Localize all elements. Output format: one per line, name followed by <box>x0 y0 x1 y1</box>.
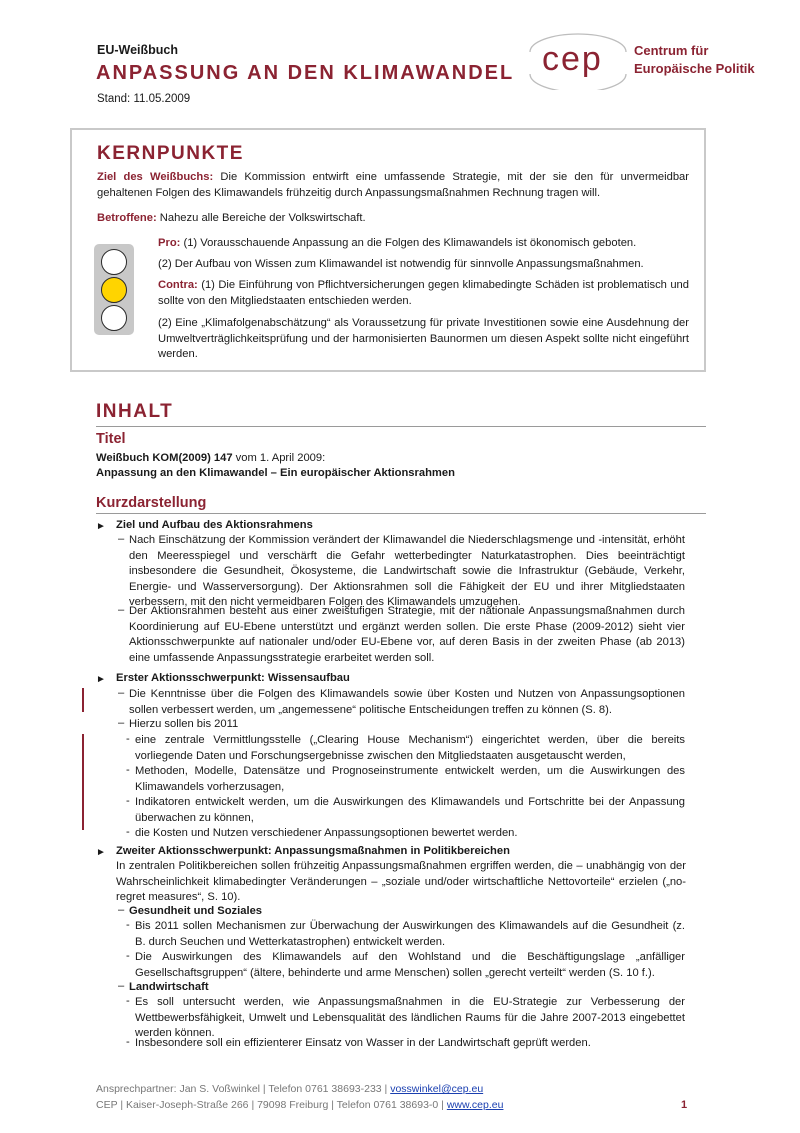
divider <box>96 513 706 514</box>
titel-doc-number: Weißbuch KOM(2009) 147 <box>96 452 233 464</box>
change-marker <box>82 734 84 830</box>
section1-paragraph2: Der Aktionsrahmen besteht aus einer zweistufigen Strategie, mit der nationale Anpassungsmaßnahmen durch Koordinierung auf EU-Ebene unterstützt und ergänzt werden sollen. Die erste Phase (2009-2012) sieht vier Aktionsschwerpunkte auf nationaler und/oder EU-Ebene vor, auf deren Basis in der zweiten Phase (ab 2013) eine umfassende Anpassungsstrategie erarbeitet werden soll. <box>129 605 685 664</box>
email-link[interactable]: vosswinkel@cep.eu <box>390 1083 484 1095</box>
footer-contact-text: Ansprechpartner: Jan S. Voßwinkel | Telefon 0761 38693-233 | <box>96 1083 391 1095</box>
dash-icon: – <box>118 980 125 992</box>
pro-2: (2) Der Aufbau von Wissen zum Klimawandel ist notwendig für sinnvolle Anpassungsmaßnahmen. <box>158 258 644 270</box>
website-link[interactable]: www.cep.eu <box>446 1099 504 1111</box>
dash-icon: – <box>118 604 125 616</box>
section3a-heading: Gesundheit und Soziales <box>129 905 263 917</box>
page-number: 1 <box>681 1099 688 1111</box>
section-bullet-icon: ► <box>96 674 106 685</box>
org-name-line1: Centrum für <box>634 43 709 58</box>
betroffene-paragraph <box>97 211 689 227</box>
dash-icon: - <box>126 919 130 931</box>
kernpunkte-title: KERNPUNKTE <box>97 143 244 164</box>
pro-label: Pro: <box>158 237 181 249</box>
section2-heading: Erster Aktionsschwerpunkt: Wissensaufbau <box>116 672 350 684</box>
ziel-paragraph <box>97 170 689 201</box>
cep-logo <box>522 30 762 90</box>
contra-1 <box>158 278 689 309</box>
list-item: Es soll untersucht werden, wie Anpassungsmaßnahmen in die EU-Strategie zur Verbesserung der Wettbewerbsfähigkeit, Umwelt und Lebensqualität des ländlichen Raums für die Jahre 2007-2013 eingebettet werden können. <box>135 996 685 1039</box>
ziel-text: Die Kommission entwirft eine umfassende Strategie, mit der sie den für unvermeidbar gehaltenen Folgen des Klimawandels frühzeitig durch Anpassungsmaßnahmen Rechnung tragen will. <box>97 171 689 199</box>
dash-icon: - <box>126 764 130 776</box>
dash-icon: - <box>126 1036 130 1048</box>
list-item: Bis 2011 sollen Mechanismen zur Überwachung der Auswirkungen des Klimawandels auf die Gesundheit (z. B. durch Seuchen und Wetterkatastrophen) entwickelt werden. <box>135 920 685 948</box>
section1-paragraph1: Nach Einschätzung der Kommission verändert der Klimawandel die Niederschlagsmenge und -intensität, erhöht den Meeresspiegel und verschärft die Gefahr wetterbedingter Naturkatastrophen. Dies beeinträchtigt insbesondere die Gesundheit, Ökosysteme, die Landwirtschaft sowie die Infrastruktur (Gebäude, Verkehr, Energie- und Wasserversorgung). Der Aktionsrahmen soll die Fähigkeit der EU und ihrer Mitgliedstaaten verbessern, mit den nicht vermeidbaren Folgen des Klimawandels umzugehen. <box>129 534 685 608</box>
dash-icon: - <box>126 995 130 1007</box>
kurzdarstellung-heading: Kurzdarstellung <box>96 495 207 511</box>
list-item: eine zentrale Vermittlungsstelle („Clearing House Mechanism“) eingerichtet werden, über die bereits vorliegende Daten und Forschungsergebnisse zwischen den Mitgliedstaaten ausgetauscht werden, <box>135 734 685 762</box>
footer-contact <box>96 1083 483 1095</box>
titel-date: vom 1. April 2009: <box>232 452 326 464</box>
traffic-light-yellow-lamp <box>101 277 127 303</box>
ziel-label: Ziel des Weißbuchs: <box>97 171 214 183</box>
traffic-light-top-lamp <box>101 249 127 275</box>
divider <box>96 426 706 427</box>
document-title: ANPASSUNG AN DEN KLIMAWANDEL <box>96 62 515 84</box>
traffic-light-bottom-lamp <box>101 305 127 331</box>
list-item: Methoden, Modelle, Datensätze und Prognoseinstrumente entwickelt werden, um die Auswirkungen des Klimawandels vorherzusagen, <box>135 765 685 793</box>
logo-text: cep <box>542 40 603 78</box>
section2-paragraph1: Die Kenntnisse über die Folgen des Klimawandels sowie über Kosten und Nutzen von Anpassungsoptionen sollen verbessert werden, um „angemessene“ politische Entscheidungen treffen zu können (S. 8). <box>129 688 685 716</box>
inhalt-heading: INHALT <box>96 401 174 422</box>
list-item: Insbesondere soll ein effizienterer Einsatz von Wasser in der Landwirtschaft geprüft werden. <box>135 1037 591 1049</box>
titel-line1 <box>96 451 325 467</box>
section3-intro: In zentralen Politikbereichen sollen frühzeitig Anpassungsmaßnahmen ergriffen werden, die – unabhängig von der Wahrscheinlichkeit klimabedingter Veränderungen – „soziale und/oder wirtschaftliche Nettovorteile“ erzielen („no-regret measures“, S. 10). <box>116 860 686 903</box>
document-date: Stand: 11.05.2009 <box>97 93 191 105</box>
pro-1 <box>158 236 689 252</box>
section3-heading: Zweiter Aktionsschwerpunkt: Anpassungsmaßnahmen in Politikbereichen <box>116 845 510 857</box>
dash-icon: - <box>126 826 130 838</box>
titel-line2: Anpassung an den Klimawandel – Ein europäischer Aktionsrahmen <box>96 467 455 479</box>
section-bullet-icon: ► <box>96 521 106 532</box>
contra-2: (2) Eine „Klimafolgenabschätzung“ als Voraussetzung für private Investitionen sowie eine Ausdehnung der Umweltverträglichkeitsprüfung und der harmonisierten Baunormen um diesen Aspekt sollte nicht eingeführt werden. <box>158 317 689 360</box>
section2-paragraph2: Hierzu sollen bis 2011 <box>129 718 239 730</box>
contra-1-text: (1) Die Einführung von Pflichtversicherungen gegen klimabedingte Schäden ist problematisch und sollte von den Mitgliedstaaten entschieden werden. <box>158 279 689 307</box>
dash-icon: – <box>118 687 125 699</box>
section1-heading: Ziel und Aufbau des Aktionsrahmens <box>116 519 313 531</box>
dash-icon: – <box>118 904 125 916</box>
change-marker <box>82 688 84 712</box>
org-name-line2: Europäische Politik <box>634 61 755 76</box>
betroffene-label: Betroffene: <box>97 212 157 224</box>
contra-label: Contra: <box>158 279 198 291</box>
titel-heading: Titel <box>96 431 126 447</box>
section3b-heading: Landwirtschaft <box>129 981 209 993</box>
footer-address <box>96 1099 503 1111</box>
dash-icon: - <box>126 795 130 807</box>
list-item: Die Auswirkungen des Klimawandels auf den Wohlstand und die Beschäftigungslage „anfälliger Gesellschaftsgruppen“ (ältere, behinderte und arme Menschen) sollen „gerecht verteilt“ werden (S. 10 f.). <box>135 951 685 979</box>
betroffene-text: Nahezu alle Bereiche der Volkswirtschaft. <box>159 212 366 224</box>
pro-1-text: (1) Vorausschauende Anpassung an die Folgen des Klimawandels ist ökonomisch geboten. <box>183 237 637 249</box>
traffic-light-icon <box>94 244 134 335</box>
list-item: die Kosten und Nutzen verschiedener Anpassungsoptionen bewertet werden. <box>135 827 518 839</box>
section-bullet-icon: ► <box>96 847 106 858</box>
dash-icon: – <box>118 717 125 729</box>
dash-icon: - <box>126 733 130 745</box>
dash-icon: – <box>118 533 125 545</box>
list-item: Indikatoren entwickelt werden, um die Auswirkungen des Klimawandels und Fortschritte bei der Anpassung überwachen zu können, <box>135 796 685 824</box>
document-type-label: EU-Weißbuch <box>97 43 179 57</box>
footer-address-text: CEP | Kaiser-Joseph-Straße 266 | 79098 Freiburg | Telefon 0761 38693-0 | <box>96 1099 447 1111</box>
dash-icon: - <box>126 950 130 962</box>
